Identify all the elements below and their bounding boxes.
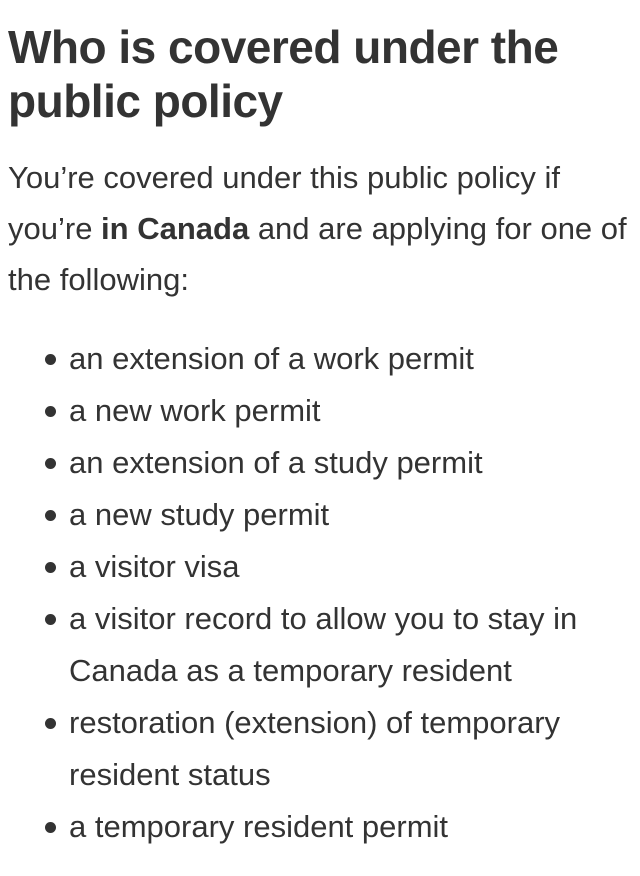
list-item-text: a new study permit	[69, 497, 330, 532]
page-title: Who is covered under the public policy	[8, 21, 559, 127]
list-item	[8, 697, 629, 801]
bullet-icon	[45, 718, 56, 729]
list-item	[8, 593, 629, 697]
list-item-text: a visitor visa	[69, 549, 240, 584]
list-item	[8, 385, 629, 437]
list-item-text: an extension of a work permit	[69, 341, 474, 376]
list-item	[8, 541, 629, 593]
bullet-icon	[45, 406, 56, 417]
bullet-icon	[45, 458, 56, 469]
list-item	[8, 333, 629, 385]
list-item-text: a new work permit	[69, 393, 321, 428]
bullet-icon	[45, 614, 56, 625]
covered-applications-list	[8, 333, 640, 853]
list-item	[8, 489, 629, 541]
intro-bold-location: in Canada	[101, 211, 250, 246]
bullet-icon	[45, 822, 56, 833]
list-item-text: a temporary resident permit	[69, 809, 449, 844]
bullet-icon	[45, 354, 56, 365]
intro-text-start: You’re covered under this public policy if you’re	[8, 160, 561, 246]
list-item-text: restoration (extension) of temporary resident status	[69, 705, 561, 792]
list-item-text: a visitor record to allow you to stay in Canada as a temporary resident	[69, 601, 578, 688]
intro-text-end: and are applying for one of the following:	[8, 211, 627, 297]
bullet-icon	[45, 562, 56, 573]
list-item	[8, 437, 629, 489]
list-item	[8, 801, 629, 853]
list-item-text: an extension of a study permit	[69, 445, 483, 480]
bullet-icon	[45, 510, 56, 521]
intro-paragraph	[8, 152, 628, 305]
